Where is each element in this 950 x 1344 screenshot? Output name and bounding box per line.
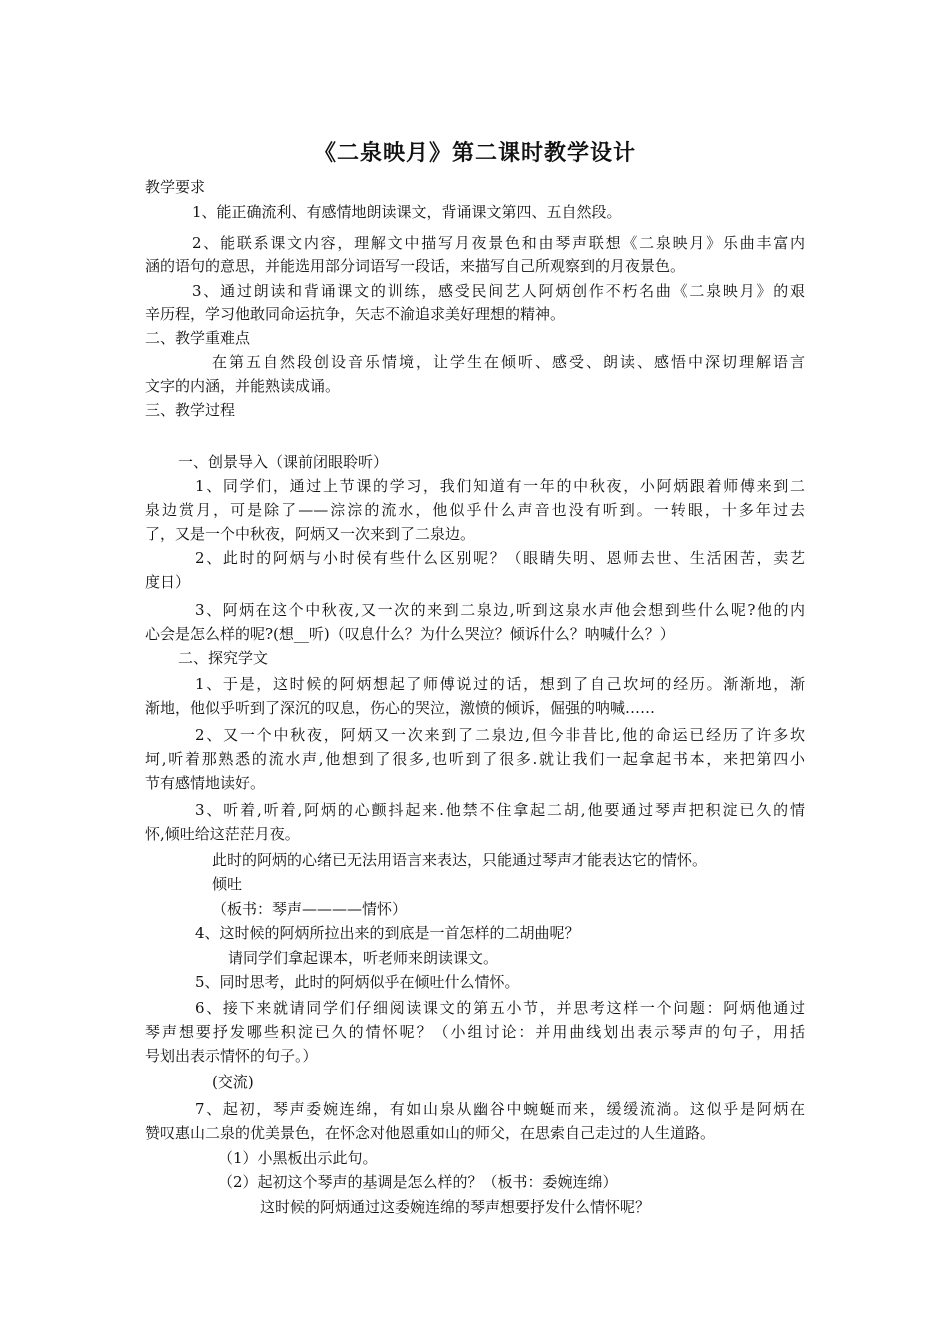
paragraph-line: 琴声想要抒发哪些积淀已久的情怀呢？（小组讨论：并用曲线划出表示琴声的句子，用括 xyxy=(145,1023,805,1041)
paragraph-line: 坷,听着那熟悉的流水声,他想到了很多,也听到了很多.就让我们一起拿起书本，来把第四小 xyxy=(145,750,805,768)
paragraph-line: 3、阿炳在这个中秋夜,又一次的来到二泉边,听到这泉水声他会想到些什么呢?他的内 xyxy=(195,601,805,619)
paragraph-line: 倾吐 xyxy=(212,875,243,893)
blackboard-note: （板书：琴声————情怀） xyxy=(212,900,408,918)
paragraph-line: 心会是怎么样的呢?(想__听)（叹息什么？为什么哭泣？倾诉什么？呐喊什么？） xyxy=(145,625,675,643)
subsection-heading: 二、探究学文 xyxy=(178,649,269,667)
document-title: 《二泉映月》第二课时教学设计 xyxy=(313,140,636,166)
paragraph-line: 2、又一个中秋夜，阿炳又一次来到了二泉边,但今非昔比,他的命运已经历了许多坎 xyxy=(195,726,805,744)
paragraph-line: 号划出表示情怀的句子。） xyxy=(145,1047,318,1065)
paragraph-line: 泉边赏月，可是除了——淙淙的流水，他似乎什么声音也没有听到。一转眼，十多年过去 xyxy=(145,501,805,519)
paragraph-line: 4、这时候的阿炳所拉出来的到底是一首怎样的二胡曲呢？ xyxy=(195,924,580,942)
paragraph-line: 在第五自然段创设音乐情境，让学生在倾听、感受、朗读、感悟中深切理解语言 xyxy=(212,353,805,371)
paragraph-line: 7、起初，琴声委婉连绵，有如山泉从幽谷中蜿蜒而来，缓缓流淌。这似乎是阿炳在 xyxy=(195,1100,805,1118)
paragraph-line: 2、能联系课文内容，理解文中描写月夜景色和由琴声联想《二泉映月》乐曲丰富内 xyxy=(192,234,805,252)
paragraph-line: 怀,倾吐给这茫茫月夜。 xyxy=(145,825,300,843)
paragraph-line: 这时候的阿炳通过这委婉连绵的琴声想要抒发什么情怀呢？ xyxy=(260,1198,651,1216)
paragraph-line: 2、此时的阿炳与小时侯有些什么区别呢？（眼睛失明、恩师去世、生活困苦，卖艺 xyxy=(195,549,805,567)
paragraph-line: 辛历程，学习他敢同命运抗争，矢志不渝追求美好理想的精神。 xyxy=(145,305,566,323)
subsection-heading: 一、创景导入（课前闭眼聆听） xyxy=(178,453,389,471)
paragraph-line: （1）小黑板出示此句。 xyxy=(218,1149,378,1167)
paragraph-line: 此时的阿炳的心绪已无法用语言来表达，只能通过琴声才能表达它的情怀。 xyxy=(212,851,708,869)
paragraph-line: (交流) xyxy=(212,1073,254,1091)
paragraph-line: 文字的内涵，并能熟读成诵。 xyxy=(145,377,341,395)
paragraph-line: 渐地，他似乎听到了深沉的叹息，伤心的哭泣，激愤的倾诉，倔强的呐喊…… xyxy=(145,699,656,717)
paragraph-line: 了，又是一个中秋夜，阿炳又一次来到了二泉边。 xyxy=(145,525,476,543)
section-heading: 三、教学过程 xyxy=(145,401,236,419)
paragraph-line: 度日） xyxy=(145,573,191,591)
section-heading: 二、教学重难点 xyxy=(145,329,251,347)
paragraph-line: 涵的语句的意思，并能选用部分词语写一段话，来描写自己所观察到的月夜景色。 xyxy=(145,257,686,275)
paragraph-line: 节有感情地读好。 xyxy=(145,774,266,792)
paragraph-line: 1、于是，这时候的阿炳想起了师傅说过的话，想到了自己坎坷的经历。渐渐地，渐 xyxy=(195,675,805,693)
paragraph-line: 6、接下来就请同学们仔细阅读课文的第五小节，并思考这样一个问题：阿炳他通过 xyxy=(195,999,805,1017)
paragraph-line: 5、同时思考，此时的阿炳似乎在倾吐什么情怀。 xyxy=(195,973,520,991)
paragraph-line: 请同学们拿起课本，听老师来朗读课文。 xyxy=(228,949,499,967)
paragraph-line: （2）起初这个琴声的基调是怎么样的？（板书：委婉连绵） xyxy=(218,1173,618,1191)
paragraph-line: 3、通过朗读和背诵课文的训练，感受民间艺人阿炳创作不朽名曲《二泉映月》的艰 xyxy=(192,282,805,300)
paragraph-line: 1、能正确流利、有感情地朗读课文，背诵课文第四、五自然段。 xyxy=(192,203,622,221)
paragraph-line: 1、同学们，通过上节课的学习，我们知道有一年的中秋夜，小阿炳跟着师傅来到二 xyxy=(195,477,805,495)
section-heading: 教学要求 xyxy=(145,178,206,196)
paragraph-line: 赞叹惠山二泉的优美景色，在怀念对他恩重如山的师父，在思索自己走过的人生道路。 xyxy=(145,1124,716,1142)
paragraph-line: 3、听着,听着,阿炳的心颤抖起来.他禁不住拿起二胡,他要通过琴声把积淀已久的情 xyxy=(195,801,805,819)
